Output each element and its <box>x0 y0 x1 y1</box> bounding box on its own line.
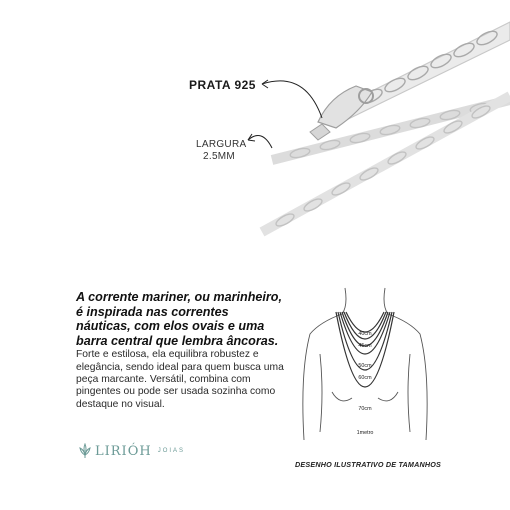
description-body: Forte e estilosa, ela equilibra robustez e elegância, sendo ideal para quem busca uma peça marcante. Versátil, combina com pingentes ou pode ser usada sozinha como destaque no visual. <box>76 349 284 410</box>
brand-tagline: JOIAS <box>157 448 186 454</box>
length-label: 45cm <box>358 343 372 349</box>
length-label: 1metro <box>356 430 374 436</box>
brand-name: LIRIÓH <box>95 443 152 459</box>
width-value: 2.5MM <box>203 151 236 162</box>
length-label: 70cm <box>358 406 372 412</box>
material-arrow-icon <box>262 81 322 118</box>
material-label: PRATA 925 <box>189 78 256 92</box>
brand-logo <box>78 443 185 459</box>
width-arrow-icon <box>248 136 272 149</box>
necklace-70cm <box>338 312 392 370</box>
diagram-caption: DESENHO ILUSTRATIVO DE TAMANHOS <box>294 460 442 469</box>
width-label: LARGURA <box>196 139 247 150</box>
lily-icon <box>78 443 92 459</box>
torso-illustration <box>290 282 440 442</box>
product-description <box>76 290 286 411</box>
size-diagram <box>290 282 440 442</box>
description-headline: A corrente mariner, ou marinheiro, é inspirada nas correntes náuticas, com elos ovais e uma barra central que lembra âncoras. <box>76 290 282 348</box>
length-label: 40cm <box>358 331 372 337</box>
length-label: 60cm <box>358 375 372 381</box>
length-label: 50cm <box>358 363 372 369</box>
